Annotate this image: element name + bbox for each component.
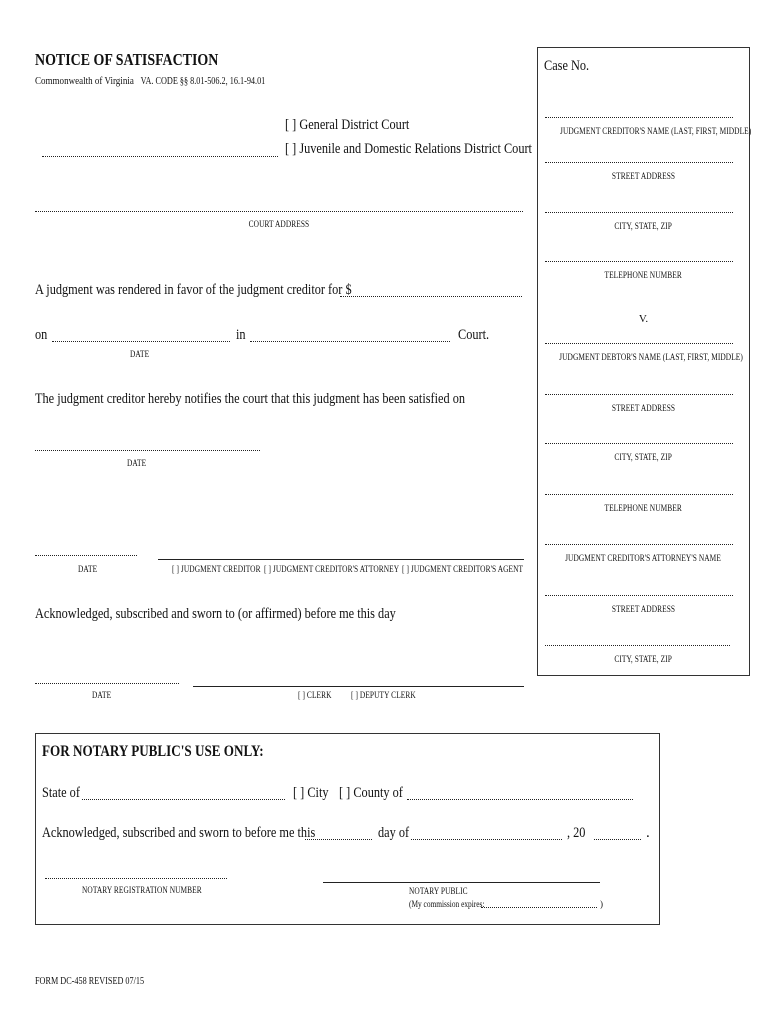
checkbox-judgment-creditor[interactable]: [ ] JUDGMENT CREDITOR	[172, 564, 261, 574]
notary-day-field[interactable]	[305, 839, 372, 840]
year-prefix-label: , 20	[567, 825, 586, 841]
debtor-name-label: JUDGMENT DEBTOR'S NAME (LAST, FIRST, MIDDLE)	[559, 352, 743, 362]
registration-number-label: NOTARY REGISTRATION NUMBER	[82, 885, 202, 895]
notary-month-field[interactable]	[411, 839, 562, 840]
judgment-court-field[interactable]	[250, 341, 450, 342]
in-label: in	[236, 327, 246, 343]
checkbox-clerk[interactable]: [ ] CLERK	[298, 690, 332, 700]
satisfied-date-label: DATE	[127, 458, 147, 468]
commission-close-paren: )	[600, 899, 603, 909]
satisfied-text: The judgment creditor hereby notifies the court that this judgment has been satisfied on	[35, 391, 466, 407]
checkbox-deputy-clerk[interactable]: [ ] DEPUTY CLERK	[351, 690, 416, 700]
state-field[interactable]	[82, 799, 285, 800]
county-field[interactable]	[407, 799, 633, 800]
ack-date-label: DATE	[92, 690, 112, 700]
notary-ack-text: Acknowledged, subscribed and sworn to before me this	[42, 825, 316, 841]
debtor-phone-field[interactable]	[545, 494, 733, 495]
debtor-name-field[interactable]	[545, 343, 733, 344]
signature-date-label: DATE	[78, 564, 98, 574]
court-address-label: COURT ADDRESS	[248, 219, 310, 229]
checkbox-creditor-attorney[interactable]: [ ] JUDGMENT CREDITOR'S ATTORNEY	[264, 564, 400, 574]
creditor-city-field[interactable]	[545, 212, 733, 213]
acknowledgment-text: Acknowledged, subscribed and sworn to (or affirmed) before me this day	[35, 606, 396, 622]
creditor-name-label: JUDGMENT CREDITOR'S NAME (LAST, FIRST, MIDDLE)	[559, 126, 752, 136]
creditor-street-label: STREET ADDRESS	[611, 171, 676, 181]
satisfied-date-field[interactable]	[35, 450, 260, 451]
judgment-date-field[interactable]	[52, 341, 230, 342]
debtor-street-field[interactable]	[545, 394, 733, 395]
form-id: FORM DC-458 REVISED 07/15	[35, 976, 145, 987]
form-subtitle: Commonwealth of Virginia VA. CODE §§ 8.01-506.2, 16.1-94.01	[35, 75, 266, 87]
creditor-phone-field[interactable]	[545, 261, 733, 262]
attorney-city-field[interactable]	[545, 645, 730, 646]
signature-date-field[interactable]	[35, 555, 137, 556]
judgment-rendered-text: A judgment was rendered in favor of the judgment creditor for $	[35, 282, 352, 298]
creditor-city-label: CITY, STATE, ZIP	[614, 221, 673, 231]
attorney-name-label: JUDGMENT CREDITOR'S ATTORNEY'S NAME	[565, 553, 722, 563]
commission-expires-label: (My commission expires:	[409, 899, 485, 909]
checkbox-general-district-court[interactable]: [ ] General District Court	[285, 117, 410, 133]
creditor-phone-label: TELEPHONE NUMBER	[604, 270, 683, 280]
debtor-street-label: STREET ADDRESS	[611, 403, 676, 413]
notary-signature-line[interactable]	[323, 882, 600, 883]
attorney-city-label: CITY, STATE, ZIP	[614, 654, 673, 664]
notary-year-field[interactable]	[594, 839, 641, 840]
checkbox-county[interactable]: [ ] County of	[339, 785, 403, 801]
court-suffix-label: Court.	[458, 327, 490, 343]
checkbox-creditor-agent[interactable]: [ ] JUDGMENT CREDITOR'S AGENT	[402, 564, 524, 574]
attorney-name-field[interactable]	[545, 544, 733, 545]
judgment-date-label: DATE	[130, 349, 150, 359]
period-mark: .	[646, 825, 650, 841]
attorney-street-label: STREET ADDRESS	[611, 604, 676, 614]
judgment-amount-field[interactable]	[340, 296, 522, 297]
checkbox-juvenile-court[interactable]: [ ] Juvenile and Domestic Relations District Court	[285, 141, 532, 157]
case-number-label: Case No.	[544, 58, 590, 74]
court-address-field[interactable]	[35, 211, 523, 212]
form-title: NOTICE OF SATISFACTION	[35, 50, 219, 69]
court-city-field[interactable]	[42, 156, 278, 157]
creditor-street-field[interactable]	[545, 162, 733, 163]
day-of-label: day of	[378, 825, 410, 841]
versus-label: V.	[638, 313, 649, 325]
clerk-signature-line[interactable]	[193, 686, 524, 687]
debtor-city-label: CITY, STATE, ZIP	[614, 452, 673, 462]
debtor-phone-label: TELEPHONE NUMBER	[604, 503, 683, 513]
notary-heading: FOR NOTARY PUBLIC'S USE ONLY:	[42, 743, 264, 760]
notary-public-label: NOTARY PUBLIC	[409, 886, 468, 896]
on-label: on	[35, 327, 48, 343]
debtor-city-field[interactable]	[545, 443, 733, 444]
ack-date-field[interactable]	[35, 683, 179, 684]
creditor-name-field[interactable]	[545, 117, 733, 118]
state-of-label: State of	[42, 785, 80, 801]
registration-number-field[interactable]	[45, 878, 227, 879]
commission-expires-field[interactable]	[481, 907, 597, 908]
attorney-street-field[interactable]	[545, 595, 733, 596]
checkbox-city[interactable]: [ ] City	[293, 785, 329, 801]
signature-line[interactable]	[158, 559, 524, 560]
